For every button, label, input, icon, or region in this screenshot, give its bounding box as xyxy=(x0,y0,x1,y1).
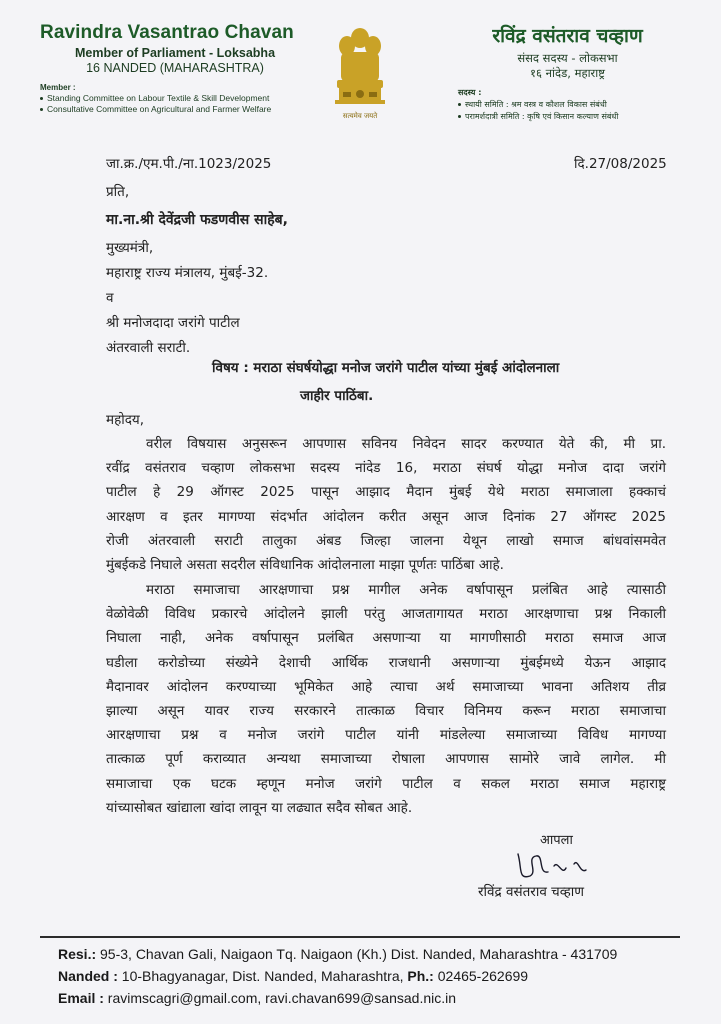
constituency-english: 16 NANDED (MAHARASHTRA) xyxy=(86,61,264,75)
sender-role-english: Member of Parliament - Loksabha xyxy=(74,46,276,60)
committee-marathi-2: परामर्शदात्री समिति : कृषि एवं किसान कल्याण संबंधी xyxy=(458,111,695,122)
sender-role-marathi: संसद सदस्य - लोकसभा xyxy=(517,51,618,65)
sender-name-marathi: रविंद्र वसंतराव चव्हाण xyxy=(492,25,643,47)
body-paragraph-2 xyxy=(106,578,666,820)
signature-mark xyxy=(508,846,618,886)
paragraph-line: तात्काळ पूर्ण कराव्यात अन्यथा समाजाच्या रोषाला आपणास सामोरे जावे लागेल. मी xyxy=(106,751,666,768)
committee-english-2: Consultative Committee on Agricultural and Farmer Welfare xyxy=(40,104,310,114)
paragraph-line: आरक्षण व इतर मागण्या संदर्भात आंदोलन करीत असून आज दिनांक 27 ऑगस्ट 2025 xyxy=(106,508,666,525)
subject-line-2: जाहीर पाठिंबा. xyxy=(300,388,374,404)
footer-email: Email : ravimscagri@gmail.com, ravi.chavan699@sansad.nic.in xyxy=(58,990,457,1006)
paragraph-line: पाटील हे 29 ऑगस्ट 2025 पासून आझाद मैदान मुंबई येथे मराठा समाजाला हक्काचं xyxy=(106,484,666,501)
letter-date: दि.27/08/2025 xyxy=(574,156,667,172)
committee-english-1: Standing Committee on Labour Textile & Skill Development xyxy=(40,93,310,103)
footer-nanded-address: Nanded : 10-Bhagyanagar, Dist. Nanded, Maharashtra, Ph.: 02465-262699 xyxy=(58,968,529,984)
paragraph-line: रवींद्र वसंतराव चव्हाण लोकसभा सदस्य नांदेड 16, मराठा संघर्ष योद्धा मनोज दादा जरांगे xyxy=(106,460,666,477)
body-paragraph-1 xyxy=(106,432,666,577)
letterhead-english xyxy=(40,22,310,114)
closing-word: आपला xyxy=(540,833,573,848)
member-label-marathi: सदस्य : xyxy=(458,88,482,97)
prati-label: प्रति, xyxy=(106,184,130,200)
recipient-line-1: मुख्यमंत्री, xyxy=(106,240,154,256)
national-emblem-icon xyxy=(325,24,395,124)
second-recipient-line-2: अंतरवाली सराटी. xyxy=(106,340,191,356)
paragraph-line: मैदानावर आंदोलन करण्याच्या भूमिकेत आहे त्याचा अर्थ समाजाच्या भावना अतिशय तीव्र xyxy=(106,678,666,695)
paragraph-line: झाल्या असून यावर राज्य सरकारने तात्काळ विचार विनिमय करून मराठा समाजाचा xyxy=(106,703,666,720)
second-recipient-line-1: श्री मनोजदादा जरांगे पाटील xyxy=(106,315,240,331)
paragraph-line: रोजी अंतरवाली सराटी तालुका अंबड जिल्हा जालना येथून लाखो समाज बांधवांसमवेत xyxy=(106,532,666,549)
paragraph-line: घडीला करोडोच्या संख्येने देशाची आर्थिक राजधानी असणाऱ्या मुंबईमध्ये येऊन आझाद xyxy=(106,654,666,671)
paragraph-line: मराठा समाजाचा आरक्षणाचा प्रश्न मागील अनेक वर्षापासून प्रलंबित आहे त्यासाठी xyxy=(146,582,666,598)
paragraph-line: यांच्यासोबत खांद्याला खांदा लावून या लढ्यात सदैव सोबत आहे. xyxy=(106,799,413,816)
member-label-english: Member : xyxy=(40,83,76,92)
letterhead-marathi xyxy=(440,22,695,122)
recipient-name: मा.ना.श्री देवेंद्रजी फडणवीस साहेब, xyxy=(106,212,288,228)
paragraph-line: वेळोवेळी विविध प्रकारचे आंदोलने झाली परंतु आजतागायत मराठा आरक्षणाचा प्रश्न निकाली xyxy=(106,606,666,623)
footer-residence: Resi.: 95-3, Chavan Gali, Naigaon Tq. Naigaon (Kh.) Dist. Nanded, Maharashtra - 431709 xyxy=(58,946,618,962)
paragraph-line: मुंबईकडे निघाले असता सदरील संविधानिक आंदोलनाला माझा पूर्णतः पाठिंबा आहे. xyxy=(106,557,504,574)
salutation: महोदय, xyxy=(106,412,145,428)
footer-divider xyxy=(40,936,680,938)
paragraph-line: समाजाचा एक घटक म्हणून मनोज जरांगे पाटील व सकल मराठा समाज महाराष्ट्र xyxy=(106,775,666,792)
conjunction-va: व xyxy=(106,290,114,306)
svg-text:सत्यमेव जयते: सत्यमेव जयते xyxy=(342,112,378,120)
constituency-marathi: १६ नांदेड, महाराष्ट्र xyxy=(530,66,605,80)
subject-line-1: विषय : मराठा संघर्षयोद्धा मनोज जरांगे पाटील यांच्या मुंबई आंदोलनाला xyxy=(212,360,560,376)
paragraph-line: निघाला नाही, अनेक वर्षापासून प्रलंबित असणाऱ्या या मागणीसाठी मराठा समाज आज xyxy=(106,630,666,647)
committee-marathi-1: स्थायी समिति : श्रम वस्त्र व कौशल विकास संबंधी xyxy=(458,99,695,110)
paragraph-line: वरील विषयास अनुसरून आपणास सविनय निवेदन सादर करण्यात येते की, मी प्रा. xyxy=(146,436,666,452)
sender-name-english: Ravindra Vasantrao Chavan xyxy=(40,22,294,43)
reference-number: जा.क्र./एम.पी./ना.1023/2025 xyxy=(106,156,272,172)
signatory-name: रविंद्र वसंतराव चव्हाण xyxy=(478,884,585,900)
paragraph-line: आरक्षणाचा प्रश्न व मनोज जरांगे पाटील यांनी मांडलेल्या समाजाच्या विविध मागण्या xyxy=(106,727,666,744)
recipient-line-2: महाराष्ट्र राज्य मंत्रालय, मुंबई-32. xyxy=(106,265,269,281)
